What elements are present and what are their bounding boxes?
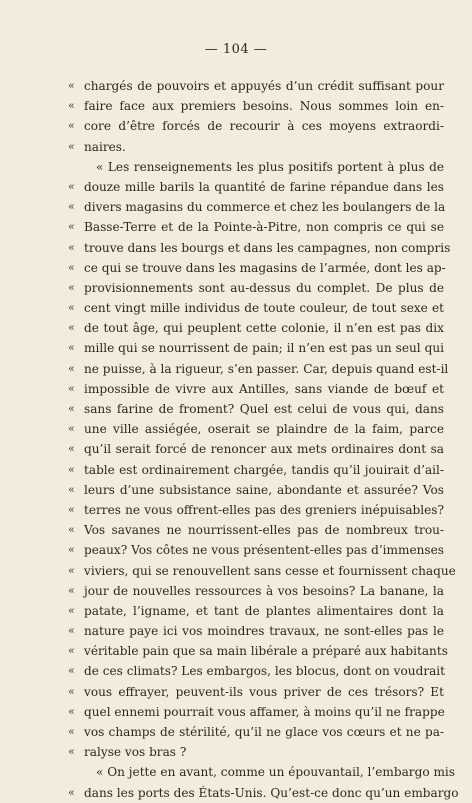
quote-mark: « — [68, 745, 75, 759]
line-text: table est ordinairement chargée, tandis qu’il jouirait d’ail- — [84, 462, 444, 477]
line-text: véritable pain que sa main libérale a préparé aux habitants — [84, 644, 448, 659]
line-text: ce qui se trouve dans les magasins de l’armée, dont les ap- — [84, 260, 446, 275]
text-line — [68, 217, 444, 237]
line-text: « On jette en avant, comme un épouvantail, l’embargo mis — [96, 765, 455, 780]
quote-mark: « — [68, 179, 75, 193]
quote-mark: « — [68, 402, 75, 415]
quote-mark: « — [68, 543, 75, 557]
quote-mark: « — [68, 422, 75, 436]
quote-mark: « — [68, 220, 75, 234]
text-line — [68, 439, 444, 459]
line-text: dans les ports des États-Unis. Qu’est-ce donc qu’un embargo — [84, 785, 459, 800]
line-text: mille qui se nourrissent de pain; il n’en est pas un seul qui — [84, 341, 444, 356]
text-line — [68, 601, 444, 621]
line-text: sans farine de froment? Quel est celui de vous qui, dans — [84, 402, 444, 416]
text-line — [68, 76, 444, 96]
text-line — [68, 298, 444, 318]
quote-mark: « — [68, 280, 75, 294]
quote-mark: « — [68, 361, 75, 375]
quote-mark: « — [68, 341, 75, 355]
line-text: jour de nouvelles ressources à vos besoins? La banane, la — [84, 583, 444, 598]
quote-mark: « — [68, 624, 75, 638]
line-text: impossible de vivre aux Antilles, sans viande de bœuf et — [84, 381, 444, 396]
quote-mark: « — [68, 523, 75, 537]
text-line — [68, 338, 444, 358]
line-text: une ville assiégée, oserait se plaindre de la faim, parce — [84, 422, 444, 437]
text-line — [68, 419, 444, 439]
text-line — [68, 742, 444, 762]
line-text: vos champs de stérilité, qu’il ne glace vos cœurs et ne pa- — [84, 725, 444, 739]
quote-mark: « — [68, 119, 75, 133]
quote-mark: « — [68, 240, 75, 254]
text-line — [68, 641, 448, 661]
quote-mark: « — [68, 381, 75, 395]
line-text: « Les renseignements les plus positifs portent à plus de — [96, 159, 444, 174]
quote-mark: « — [68, 200, 75, 214]
text-line — [68, 278, 444, 298]
text-line — [68, 116, 444, 136]
text-line — [84, 762, 455, 782]
quote-mark: « — [68, 785, 75, 799]
line-text: de ces climats? Les embargos, les blocus, dont on voudrait — [84, 664, 446, 679]
line-text: divers magasins du commerce et chez les boulangers de la — [84, 200, 446, 215]
text-line — [68, 197, 446, 217]
text-line — [68, 621, 444, 641]
text-line — [68, 379, 444, 399]
quote-mark: « — [68, 644, 75, 658]
line-text: chargés de pouvoirs et appuyés d’un crédit suffisant pour — [84, 79, 444, 93]
line-text: de tout âge, qui peuplent cette colonie, il n’en est pas dix — [84, 321, 444, 336]
quote-mark: « — [68, 482, 75, 496]
quote-mark: « — [68, 583, 75, 597]
quote-mark: « — [68, 260, 75, 274]
quote-mark: « — [68, 462, 75, 476]
text-line — [84, 157, 444, 177]
line-text: vous effrayer, peuvent-ils vous priver de ces trésors? Et — [84, 684, 444, 699]
text-line — [68, 177, 444, 197]
quote-mark: « — [68, 321, 75, 335]
text-line — [68, 702, 445, 722]
text-line — [68, 460, 444, 480]
body-text — [68, 76, 459, 803]
line-text: nature paye ici vos moindres travaux, ne sont-elles pas le — [84, 624, 444, 639]
line-text: provisionnements sont au-dessus du complet. De plus de — [84, 280, 444, 295]
line-text: viviers, qui se renouvellent sans cesse et fournissent chaque — [84, 563, 456, 578]
text-line — [68, 137, 444, 157]
line-text: Vos savanes ne nourrissent-elles pas de nombreux trou- — [84, 523, 444, 538]
text-line — [68, 682, 444, 702]
quote-mark: « — [68, 725, 75, 738]
quote-mark: « — [68, 502, 75, 516]
page-number: — 104 — — [204, 42, 268, 57]
quote-mark: « — [68, 664, 75, 678]
line-text: faire face aux premiers besoins. Nous sommes loin en- — [84, 99, 444, 114]
text-line — [68, 480, 444, 500]
text-line — [68, 238, 451, 258]
line-text: Basse-Terre et de la Pointe-à-Pitre, non compris ce qui se — [84, 220, 444, 235]
line-text: cent vingt mille individus de toute couleur, de tout sexe et — [84, 301, 444, 316]
line-text: patate, l’igname, et tant de plantes alimentaires dont la — [84, 603, 444, 618]
quote-mark: « — [68, 442, 75, 456]
quote-mark: « — [68, 684, 75, 698]
text-line — [68, 661, 446, 681]
text-line — [68, 318, 444, 338]
line-text: douze mille barils la quantité de farine répandue dans les — [84, 179, 444, 194]
text-line — [68, 500, 444, 520]
line-text: leurs d’une subsistance saine, abondante et assurée? Vos — [84, 482, 444, 497]
text-line — [68, 399, 444, 419]
quote-mark: « — [68, 301, 75, 315]
quote-mark: « — [68, 139, 75, 153]
line-text: core d’être forcés de recourir à ces moyens extraordi- — [84, 119, 444, 134]
quote-mark: « — [68, 79, 75, 92]
text-line — [68, 258, 446, 278]
text-line — [68, 561, 456, 581]
quote-mark: « — [68, 704, 75, 718]
text-line — [68, 520, 444, 540]
line-text: terres ne vous offrent-elles pas des greniers inépuisables? — [84, 502, 444, 517]
quote-mark: « — [68, 563, 75, 577]
line-text: trouve dans les bourgs et dans les campagnes, non compris — [84, 240, 451, 255]
line-text: ralyse vos bras ? — [84, 745, 187, 760]
quote-mark: « — [68, 603, 75, 617]
line-text: peaux? Vos côtes ne vous présentent-elles pas d’immenses — [84, 543, 444, 558]
text-line — [68, 581, 444, 601]
text-line — [68, 540, 444, 560]
quote-mark: « — [68, 99, 75, 113]
text-line — [68, 96, 444, 116]
line-text: qu’il serait forcé de renoncer aux mets ordinaires dont sa — [84, 442, 444, 457]
text-line — [68, 722, 444, 742]
line-text: ne puisse, à la rigueur, s’en passer. Car, depuis quand est-il — [84, 361, 449, 376]
line-text: naires. — [84, 139, 126, 154]
text-line — [68, 359, 449, 379]
line-text: quel ennemi pourrait vous affamer, à moins qu’il ne frappe — [84, 704, 445, 719]
